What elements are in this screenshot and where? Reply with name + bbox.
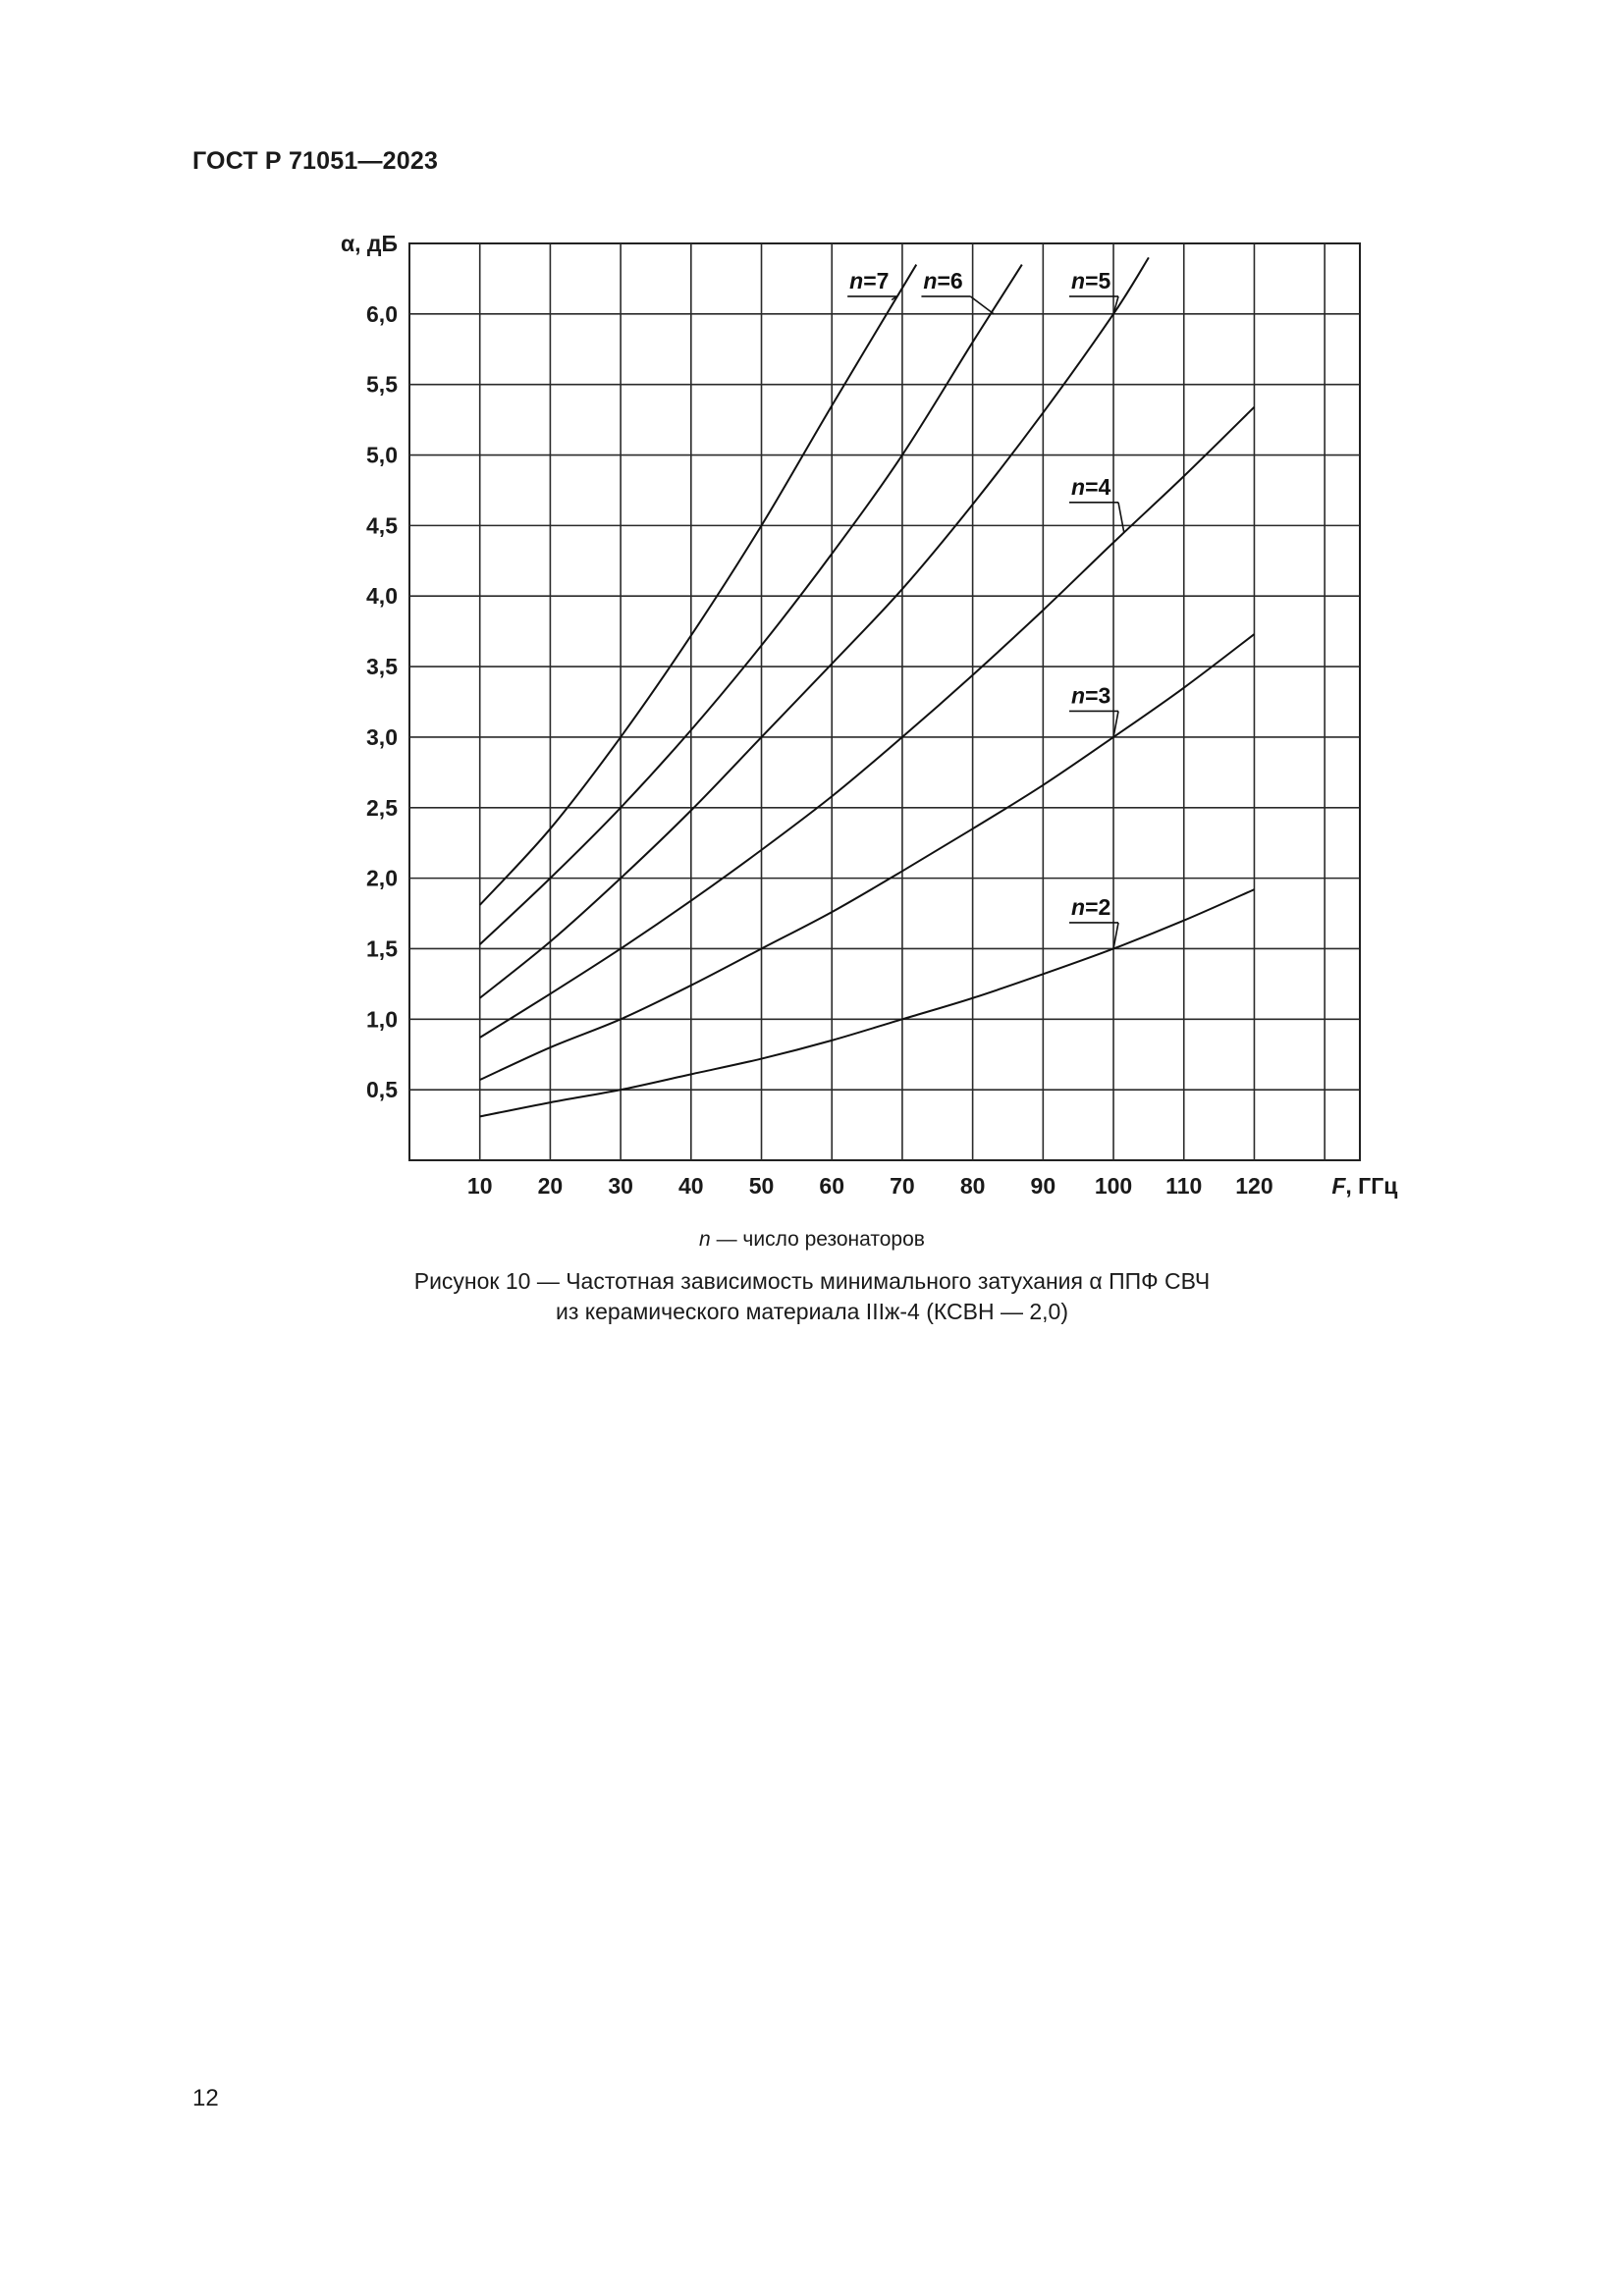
curve-label-n-7 bbox=[849, 268, 889, 294]
curve-label-value: =3 bbox=[1085, 682, 1111, 709]
x-tick-label: 10 bbox=[466, 1173, 493, 1199]
y-axis-title: α, дБ bbox=[340, 231, 398, 256]
curve-label-leader bbox=[970, 296, 994, 314]
curve-n-7 bbox=[480, 265, 917, 905]
curve-label-value: =5 bbox=[1085, 267, 1111, 294]
y-tick-label: 6,0 bbox=[366, 300, 398, 327]
curve-label-value: =7 bbox=[863, 267, 890, 294]
y-tick-label: 4,0 bbox=[366, 583, 398, 610]
x-tick-label: 90 bbox=[1030, 1173, 1056, 1199]
y-tick-label: 0,5 bbox=[366, 1077, 398, 1103]
x-tick-label: 30 bbox=[608, 1173, 633, 1199]
figure-caption bbox=[0, 1266, 1624, 1327]
x-tick-label: 120 bbox=[1235, 1173, 1273, 1199]
y-tick-label: 5,0 bbox=[366, 442, 398, 468]
x-tick-label: 110 bbox=[1165, 1173, 1203, 1199]
curve-label-symbol: n bbox=[1071, 267, 1086, 294]
curve-n-4 bbox=[480, 407, 1255, 1038]
curve-n-3 bbox=[480, 634, 1255, 1080]
chart-axis-titles bbox=[341, 231, 1397, 1199]
curve-label-value: =6 bbox=[937, 267, 963, 294]
page-number: 12 bbox=[192, 2085, 219, 2111]
caption-line-2: из керамического материала IIIж-4 (КСВН — 2,0) bbox=[556, 1299, 1068, 1324]
x-tick-label: 70 bbox=[890, 1173, 915, 1199]
y-tick-label: 2,0 bbox=[366, 865, 398, 891]
plot-frame bbox=[409, 243, 1360, 1160]
y-tick-label: 2,5 bbox=[366, 794, 398, 821]
curve-n-2 bbox=[480, 889, 1255, 1116]
x-tick-label: 20 bbox=[537, 1173, 564, 1199]
legend-note bbox=[0, 1228, 1624, 1252]
curve-label-value: =2 bbox=[1085, 893, 1111, 920]
curve-label-symbol: n bbox=[1071, 893, 1086, 920]
y-tick-label: 1,0 bbox=[366, 1006, 398, 1033]
chart-curves bbox=[480, 257, 1255, 1116]
x-tick-label: 100 bbox=[1094, 1173, 1133, 1199]
curve-n-5 bbox=[480, 257, 1149, 997]
chart-curve-labels bbox=[847, 268, 1124, 948]
curve-label-value: =4 bbox=[1085, 473, 1111, 500]
curve-label-symbol: n bbox=[849, 267, 864, 294]
curve-label-n-6 bbox=[923, 268, 962, 294]
curve-label-n-3 bbox=[1071, 682, 1110, 708]
curve-label-n-4 bbox=[1071, 474, 1110, 500]
chart-tick-labels bbox=[366, 301, 1273, 1199]
y-tick-label: 3,0 bbox=[366, 723, 398, 750]
y-tick-label: 3,5 bbox=[366, 654, 398, 680]
x-tick-label: 40 bbox=[678, 1173, 704, 1199]
x-axis-title-symbol: F bbox=[1331, 1173, 1346, 1199]
legend-note-symbol: n bbox=[699, 1228, 711, 1251]
x-axis-title-unit: , ГГц bbox=[1345, 1173, 1398, 1199]
curve-n-6 bbox=[480, 265, 1022, 945]
caption-line-1: Рисунок 10 — Частотная зависимость минимального затухания α ППФ СВЧ bbox=[413, 1268, 1211, 1294]
x-tick-label: 80 bbox=[959, 1173, 986, 1199]
chart-grid bbox=[409, 243, 1360, 1160]
x-axis-title bbox=[1331, 1173, 1397, 1199]
curve-label-symbol: n bbox=[923, 267, 938, 294]
legend-note-text: — число резонаторов bbox=[710, 1228, 925, 1251]
document-header: ГОСТ Р 71051—2023 bbox=[192, 147, 439, 175]
curve-label-n-2 bbox=[1071, 894, 1110, 920]
x-tick-label: 60 bbox=[819, 1173, 845, 1199]
curve-label-n-5 bbox=[1071, 268, 1110, 294]
curve-label-leader bbox=[1118, 503, 1124, 533]
y-tick-label: 1,5 bbox=[366, 935, 398, 962]
y-tick-label: 4,5 bbox=[366, 512, 398, 539]
x-tick-label: 50 bbox=[748, 1173, 775, 1199]
y-tick-label: 5,5 bbox=[366, 371, 398, 398]
curve-label-symbol: n bbox=[1071, 473, 1086, 500]
curve-label-symbol: n bbox=[1071, 682, 1086, 709]
